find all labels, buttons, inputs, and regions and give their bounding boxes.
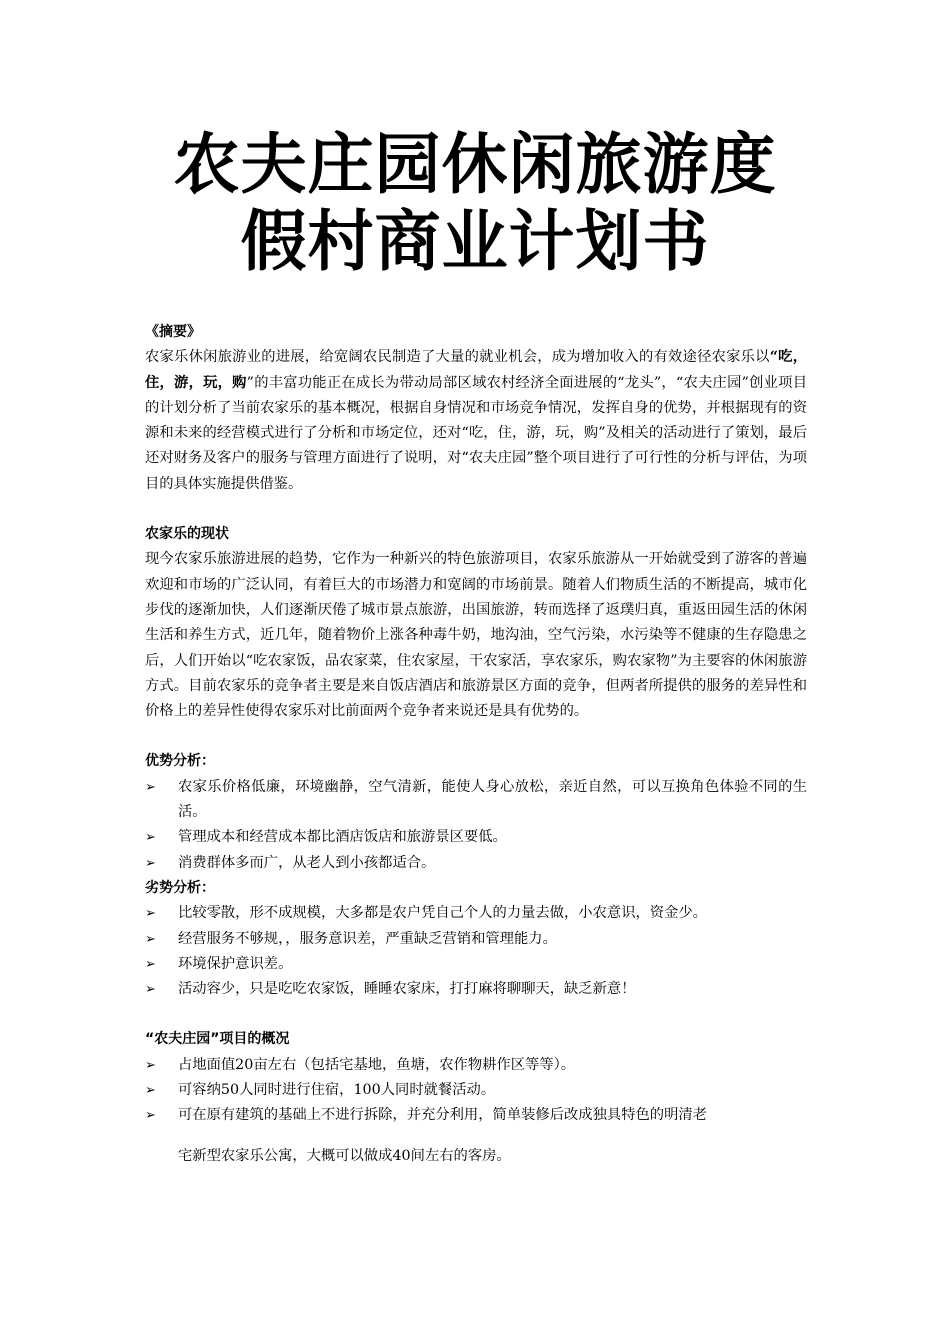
list-item: ➢ 可在原有建筑的基础上不进行拆除，并充分利用，简单装修后改成独具特色的明清老 宅新型农家乐公寓，大概可以做成40间左右的客房。 <box>145 1103 807 1169</box>
arrowhead-bullet-icon: ➢ <box>145 956 156 972</box>
arrowhead-bullet-icon: ➢ <box>145 1057 156 1073</box>
status-heading: 农家乐的现状 <box>145 526 229 543</box>
advantages-list <box>145 775 807 876</box>
status-paragraph: 现今农家乐旅游进展的趋势，它作为一种新兴的特色旅游项目，农家乐旅游从一开始就受到了游客的普遍欢迎和市场的广泛认同，有着巨大的市场潜力和宽阔的市场前景。随着人们物质生活的不断提高，城市化步伐的逐渐加快，人们逐渐厌倦了城市景点旅游，出国旅游，转而选择了返璞归真，重返田园生活的休闲生活和养生方式，近几年，随着物价上涨各种毒牛奶，地沟油，空气污染，水污染等不健康的生存隐患之后，人们开始以“吃农家饭，品农家菜，住农家屋，干农家活，享农家乐，购农家物”为主要容的休闲旅游方式。目前农家乐的竞争者主要是来自饭店酒店和旅游景区方面的竞争，但两者所提供的服务的差异性和价格上的差异性使得农家乐对比前面两个竞争者来说还是具有优势的。 <box>145 551 807 720</box>
advantages-heading: 优势分析： <box>145 753 215 770</box>
abstract-text-a: 农家乐休闲旅游业的进展，给宽阔农民制造了大量的就业机会，成为增加收入的有效途径农家乐以 <box>145 349 770 366</box>
arrowhead-bullet-icon: ➢ <box>145 906 156 922</box>
list-item: ➢ 占地面值20亩左右（包括宅基地，鱼塘，农作物耕作区等等）。 <box>145 1053 807 1078</box>
abstract-heading: 《摘要》 <box>145 324 201 340</box>
arrowhead-bullet-icon: ➢ <box>145 779 156 795</box>
list-item: ➢ 可容纳50人同时进行住宿，100人同时就餐活动。 <box>145 1078 807 1103</box>
arrowhead-bullet-icon: ➢ <box>145 855 156 871</box>
abstract-paragraph <box>145 345 807 497</box>
arrowhead-bullet-icon: ➢ <box>145 931 156 947</box>
arrowhead-bullet-icon: ➢ <box>145 1108 156 1124</box>
list-item: ➢ 消费群体多而广，从老人到小孩都适合。 <box>145 851 807 876</box>
document-body <box>145 320 807 1169</box>
list-item: ➢ 比较零散，形不成规模，大多都是农户凭自己个人的力量去做，小农意识，资金少。 <box>145 901 807 926</box>
title-line-2: 假村商业计划书 <box>240 203 710 280</box>
arrowhead-bullet-icon: ➢ <box>145 982 156 998</box>
list-item: ➢ 环境保护意识差。 <box>145 952 807 977</box>
project-heading: “农夫庄园”项目的概况 <box>145 1031 290 1048</box>
list-item: ➢ 活动容少，只是吃吃农家饭，睡睡农家床，打打麻将聊聊天，缺乏新意！ <box>145 977 807 1002</box>
title-line-1: 农夫庄园休闲旅游度 <box>173 126 777 203</box>
abstract-text-b: ”的丰富功能正在成长为带动局部区域农村经济全面进展的“龙头”，“农夫庄园”创业项目的计划分析了当前农家乐的基本概况，根据自身情况和市场竞争情况，发挥自身的优势，并根据现有的资源和未来的经营模式进行了分析和市场定位，还对“吃，住，游，玩，购”及相关的活动进行了策划，最后还对财务及客户的服务与管理方面进行了说明，对“农夫庄园”整个项目进行了可行性的分析与评估，为项目的具体实施提供借鉴。 <box>145 374 807 492</box>
list-item: ➢ 经营服务不够规，，服务意识差，严重缺乏营销和管理能力。 <box>145 927 807 952</box>
disadvantages-heading: 劣势分析： <box>145 879 215 896</box>
document-title <box>0 126 950 280</box>
abstract-text-bold: “吃，住，游，玩，购 <box>145 349 807 391</box>
project-list <box>145 1053 807 1169</box>
arrowhead-bullet-icon: ➢ <box>145 830 156 846</box>
disadvantages-list <box>145 901 807 1002</box>
arrowhead-bullet-icon: ➢ <box>145 1083 156 1099</box>
list-item: ➢ 农家乐价格低廉，环境幽静，空气清新，能使人身心放松，亲近自然，可以互换角色体验不同的生活。 <box>145 775 807 826</box>
list-item: ➢ 管理成本和经营成本都比酒店饭店和旅游景区要低。 <box>145 825 807 850</box>
